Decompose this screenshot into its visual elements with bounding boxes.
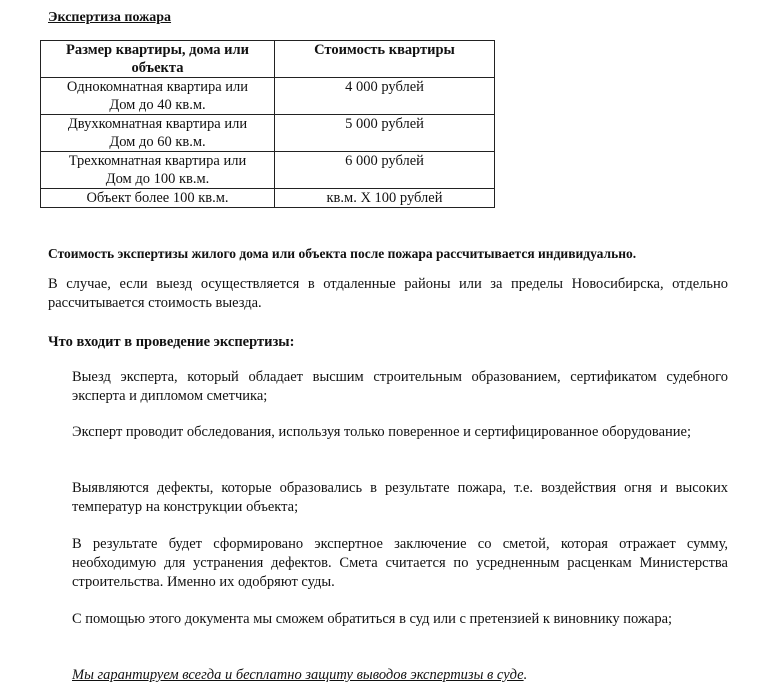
- table-row: [41, 78, 495, 115]
- size-line2: Дом до 40 кв.м.: [109, 97, 206, 113]
- size-cell: [41, 189, 275, 208]
- list-item: С помощью этого документа мы сможем обратиться в суд или с претензией к виновнику пожара;: [72, 611, 673, 627]
- guarantee-underlined: Мы гарантируем всегда и бесплатно защиту выводов экспертизы в суде: [72, 667, 524, 683]
- size-line2: Дом до 100 кв.м.: [105, 171, 210, 187]
- price-cell: 6 000 рублей: [275, 152, 495, 189]
- includes-heading: Что входит в проведение экспертизы:: [48, 334, 295, 350]
- price-cell: кв.м. Х 100 рублей: [275, 189, 495, 208]
- travel-cost-paragraph: В случае, если выезд осуществляется в отдаленные районы или за пределы Новосибирска, отдельно рассчитывается стоимость выезда.: [48, 276, 728, 311]
- size-line1: Двухкомнатная квартира или: [67, 116, 248, 132]
- header-size: Размер квартиры, дома или объекта: [41, 41, 275, 78]
- size-cell: [41, 115, 275, 152]
- size-cell: [41, 152, 275, 189]
- table-row: [41, 152, 495, 189]
- price-cell: 5 000 рублей: [275, 115, 495, 152]
- individual-cost-note: Стоимость экспертизы жилого дома или объекта после пожара рассчитывается индивидуально.: [48, 246, 637, 261]
- table-row: [41, 115, 495, 152]
- guarantee-period: .: [523, 667, 528, 683]
- price-cell: 4 000 рублей: [275, 78, 495, 115]
- size-line2: Дом до 60 кв.м.: [109, 134, 206, 150]
- page-title: Экспертиза пожара: [48, 10, 172, 25]
- size-cell: [41, 78, 275, 115]
- size-line1: Однокомнатная квартира или: [66, 79, 249, 95]
- price-table: [40, 40, 495, 208]
- list-item: Выезд эксперта, который обладает высшим строительным образованием, сертификатом судебного эксперта и дипломом сметчика;: [72, 369, 728, 404]
- table-row: [41, 189, 495, 208]
- list-item: Выявляются дефекты, которые образовались в результате пожара, т.е. воздействия огня и высоких температур на конструкции объекта;: [72, 480, 728, 515]
- size-line1: Трехкомнатная квартира или: [68, 153, 247, 169]
- header-price: Стоимость квартиры: [275, 41, 495, 78]
- guarantee-text: [72, 666, 527, 685]
- size-line1: Объект более 100 кв.м.: [86, 190, 229, 206]
- table-header-row: [41, 41, 495, 78]
- list-item: В результате будет сформировано экспертное заключение со сметой, которая отражает сумму, необходимую для устранения дефектов. Смета считается по усредненным расценкам Министерства строительства. Именно их одобряют суды.: [72, 536, 728, 590]
- list-item: Эксперт проводит обследования, используя только поверенное и сертифицированное оборудование;: [72, 424, 691, 440]
